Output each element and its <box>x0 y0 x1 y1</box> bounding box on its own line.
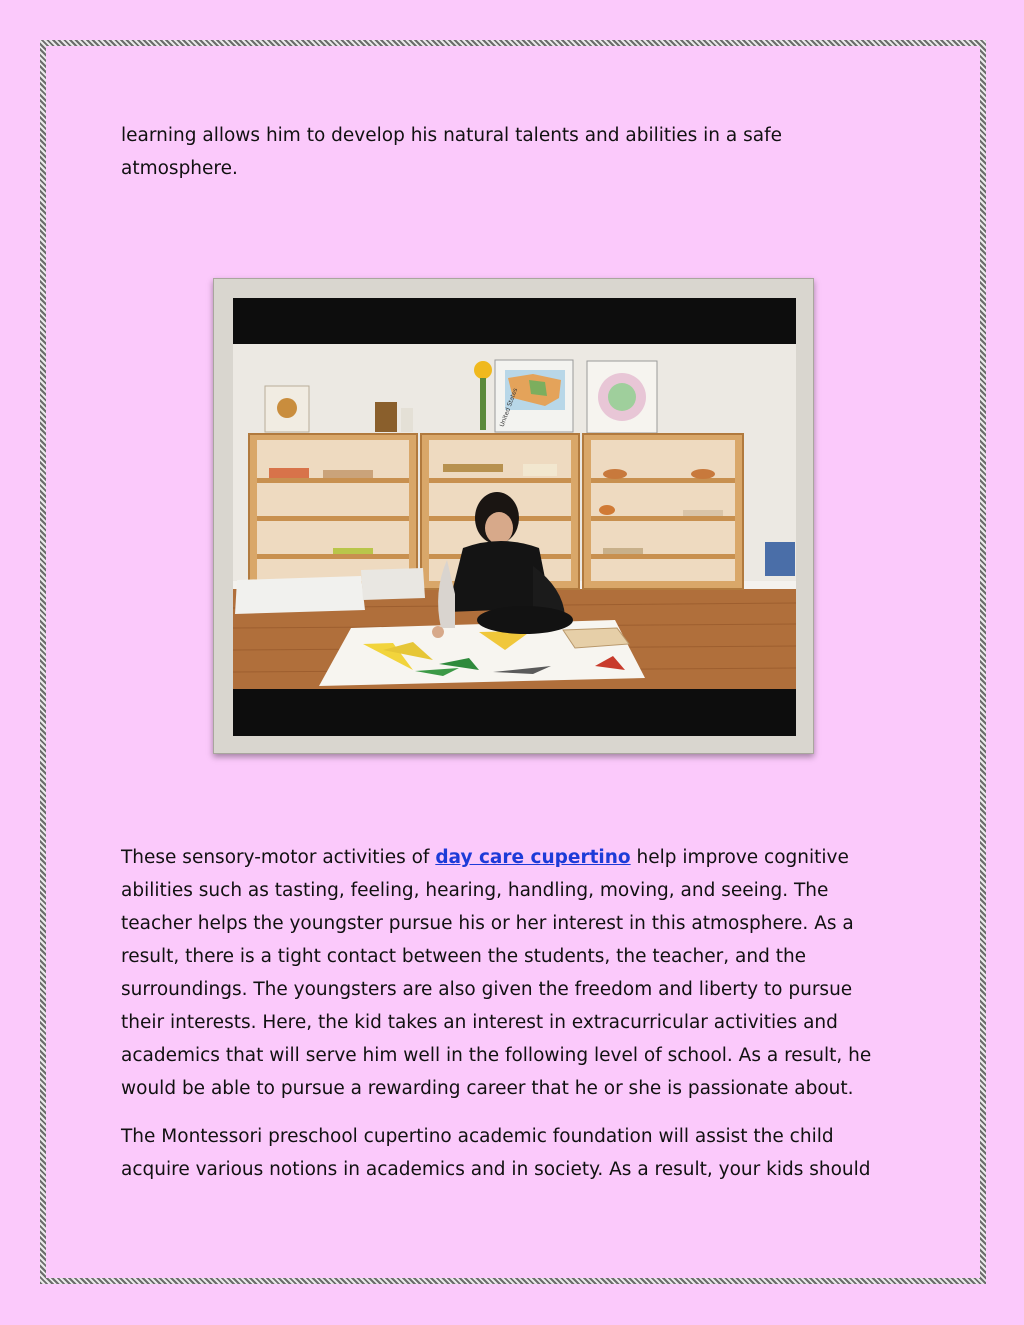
classroom-photo <box>233 298 796 736</box>
paragraph-sensory-motor <box>121 841 901 1105</box>
paragraph-intro: learning allows him to develop his natural talents and abilities in a safe atmosphere. <box>121 125 783 179</box>
paragraph-text-after-link: help improve cognitive abilities such as tasting, feeling, hearing, handling, moving, and seeing. The teacher helps the youngster pursue his or her interest in this atmosphere. As a result, there is a tight contact between the students, the teacher, and the surroundings. The youngsters are also given the freedom and liberty to pursue their interests. Here, the kid takes an interest in extracurricular activities and academics that will serve him well in the following level of school. As a result, he would be able to pursue a rewarding career that he or she is passionate about. <box>121 847 872 1099</box>
day-care-cupertino-link[interactable]: day care cupertino <box>435 847 631 868</box>
classroom-photo-frame <box>213 278 814 754</box>
paragraph-montessori: The Montessori preschool cupertino academic foundation will assist the child acquire various notions in academics and in society. As a result, your kids should <box>121 1126 871 1180</box>
paragraph-text-before-link: These sensory-motor activities of <box>121 847 436 868</box>
map-label: United States <box>498 387 520 428</box>
